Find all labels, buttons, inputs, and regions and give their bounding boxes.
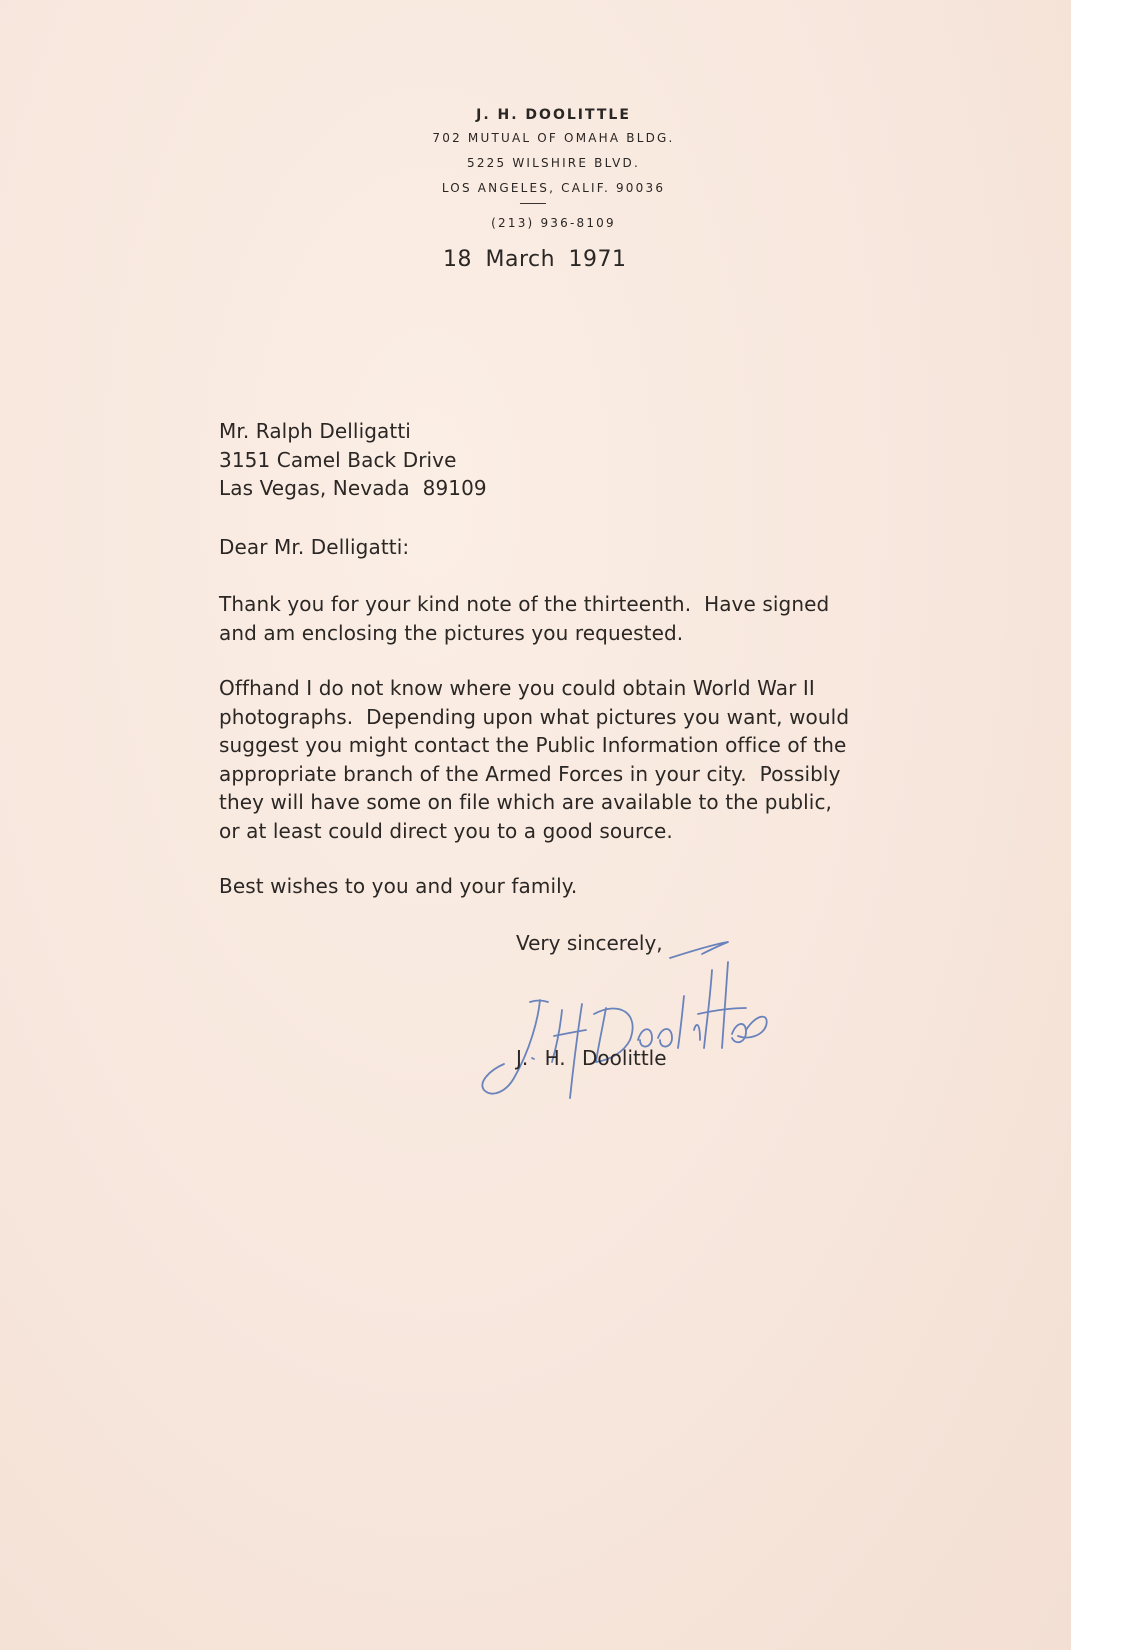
paragraph-2-line: Offhand I do not know where you could obtain World War II: [219, 676, 815, 700]
paragraph-2-line: suggest you might contact the Public Information office of the: [219, 733, 847, 757]
closing-wishes: Best wishes to you and your family.: [219, 874, 578, 898]
letterhead-name: J. H. DOOLITTLE: [476, 107, 631, 123]
recipient-city: Las Vegas, Nevada 89109: [219, 476, 487, 500]
letterhead-address-line2: 5225 WILSHIRE BLVD.: [466, 156, 641, 170]
paragraph-1: [219, 590, 829, 647]
letterhead-divider: [520, 203, 546, 204]
handwritten-signature: [470, 930, 790, 1110]
paragraph-1-line: Thank you for your kind note of the thirteenth. Have signed: [219, 592, 830, 616]
paragraph-2-line: appropriate branch of the Armed Forces in your city. Possibly: [219, 761, 841, 786]
letterhead-address-line1: 702 MUTUAL OF OMAHA BLDG.: [432, 131, 675, 145]
recipient-street: 3151 Camel Back Drive: [219, 447, 457, 472]
letterhead: [0, 104, 1071, 232]
paragraph-2-line: or at least could direct you to a good source.: [219, 818, 673, 843]
paragraph-1-line: and am enclosing the pictures you requested.: [219, 620, 684, 645]
paragraph-2: [219, 674, 849, 845]
complimentary-close: Very sincerely,: [516, 931, 663, 955]
letter-date: 18 March 1971: [443, 247, 627, 272]
recipient-name: Mr. Ralph Delligatti: [219, 419, 411, 443]
signer-name: J. H. Doolittle: [516, 1046, 667, 1070]
paragraph-2-line: photographs. Depending upon what pictures you want, would: [219, 704, 850, 729]
letterhead-address-line3: LOS ANGELES, CALIF. 90036: [441, 181, 666, 195]
paragraph-2-line: they will have some on file which are available to the public,: [219, 790, 833, 814]
salutation: Dear Mr. Delligatti:: [219, 535, 410, 559]
recipient-address: [219, 417, 487, 503]
letterhead-phone: (213) 936-8109: [491, 216, 616, 230]
